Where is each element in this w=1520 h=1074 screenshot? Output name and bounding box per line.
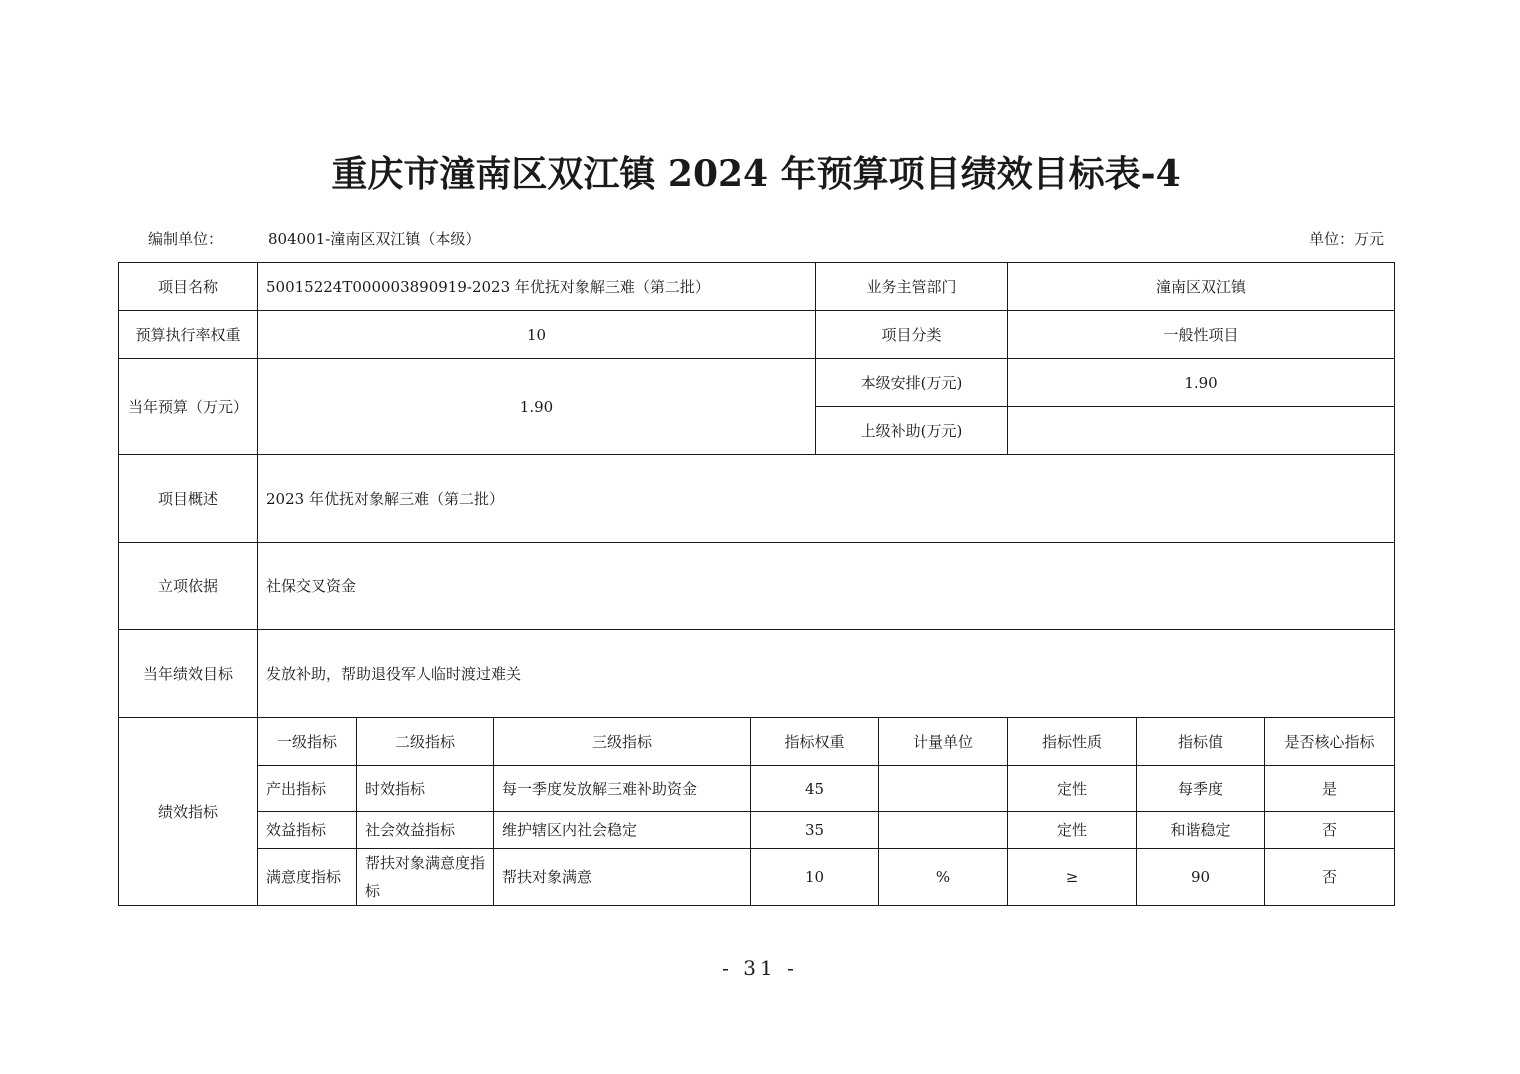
header-level1: 一级指标 [258, 718, 357, 766]
indicators-label: 绩效指标 [119, 718, 258, 906]
header-level2: 二级指标 [357, 718, 494, 766]
indicator-level3: 维护辖区内社会稳定 [494, 812, 751, 849]
table-row [119, 849, 1395, 906]
overview-label: 项目概述 [119, 455, 258, 543]
indicator-nature: ≥ [1008, 849, 1137, 906]
indicator-level1: 产出指标 [258, 766, 357, 812]
budget-label: 当年预算（万元） [119, 359, 258, 455]
indicator-level2: 时效指标 [357, 766, 494, 812]
indicator-level3: 帮扶对象满意 [494, 849, 751, 906]
goal-label: 当年绩效目标 [119, 630, 258, 718]
basis-value: 社保交叉资金 [258, 543, 1395, 630]
indicator-level1: 效益指标 [258, 812, 357, 849]
category-value: 一般性项目 [1008, 311, 1395, 359]
upper-subsidy-value [1008, 407, 1395, 455]
indicator-nature: 定性 [1008, 766, 1137, 812]
upper-subsidy-label: 上级补助(万元) [816, 407, 1008, 455]
overview-value: 2023 年优抚对象解三难（第二批） [258, 455, 1395, 543]
header-unit: 计量单位 [879, 718, 1008, 766]
project-name-value: 50015224T000003890919-2023 年优抚对象解三难（第二批） [258, 263, 816, 311]
table-row [119, 812, 1395, 849]
exec-rate-label: 预算执行率权重 [119, 311, 258, 359]
exec-rate-value: 10 [258, 311, 816, 359]
header-core: 是否核心指标 [1265, 718, 1395, 766]
indicator-weight: 45 [751, 766, 879, 812]
basis-label: 立项依据 [119, 543, 258, 630]
header-weight: 指标权重 [751, 718, 879, 766]
local-arrangement-label: 本级安排(万元) [816, 359, 1008, 407]
currency-unit: 单位：万元 [1308, 230, 1384, 248]
indicator-value: 每季度 [1137, 766, 1265, 812]
indicator-core: 是 [1265, 766, 1395, 812]
indicator-unit [879, 766, 1008, 812]
indicator-core: 否 [1265, 849, 1395, 906]
indicator-nature: 定性 [1008, 812, 1137, 849]
indicator-level3: 每一季度发放解三难补助资金 [494, 766, 751, 812]
indicator-value: 和谐稳定 [1137, 812, 1265, 849]
department-label: 业务主管部门 [816, 263, 1008, 311]
document-title: 重庆市潼南区双江镇 2024 年预算项目绩效目标表-4 [331, 153, 1181, 195]
indicator-level1: 满意度指标 [258, 849, 357, 906]
header-value: 指标值 [1137, 718, 1265, 766]
table-row [119, 766, 1395, 812]
page-number: - 31 - [722, 956, 798, 980]
budget-value: 1.90 [258, 359, 816, 455]
indicator-weight: 35 [751, 812, 879, 849]
department-value: 潼南区双江镇 [1008, 263, 1395, 311]
compile-unit-value: 804001-潼南区双江镇（本级） [268, 230, 481, 248]
header-nature: 指标性质 [1008, 718, 1137, 766]
performance-table [118, 262, 1395, 906]
indicator-unit [879, 812, 1008, 849]
header-level3: 三级指标 [494, 718, 751, 766]
category-label: 项目分类 [816, 311, 1008, 359]
goal-value: 发放补助，帮助退役军人临时渡过难关 [258, 630, 1395, 718]
indicator-level2: 社会效益指标 [357, 812, 494, 849]
indicator-level2: 帮扶对象满意度指标 [357, 849, 494, 906]
indicator-value: 90 [1137, 849, 1265, 906]
project-name-label: 项目名称 [119, 263, 258, 311]
compile-unit-label: 编制单位： [148, 230, 224, 248]
indicator-core: 否 [1265, 812, 1395, 849]
indicator-unit: % [879, 849, 1008, 906]
indicator-weight: 10 [751, 849, 879, 906]
local-arrangement-value: 1.90 [1008, 359, 1395, 407]
